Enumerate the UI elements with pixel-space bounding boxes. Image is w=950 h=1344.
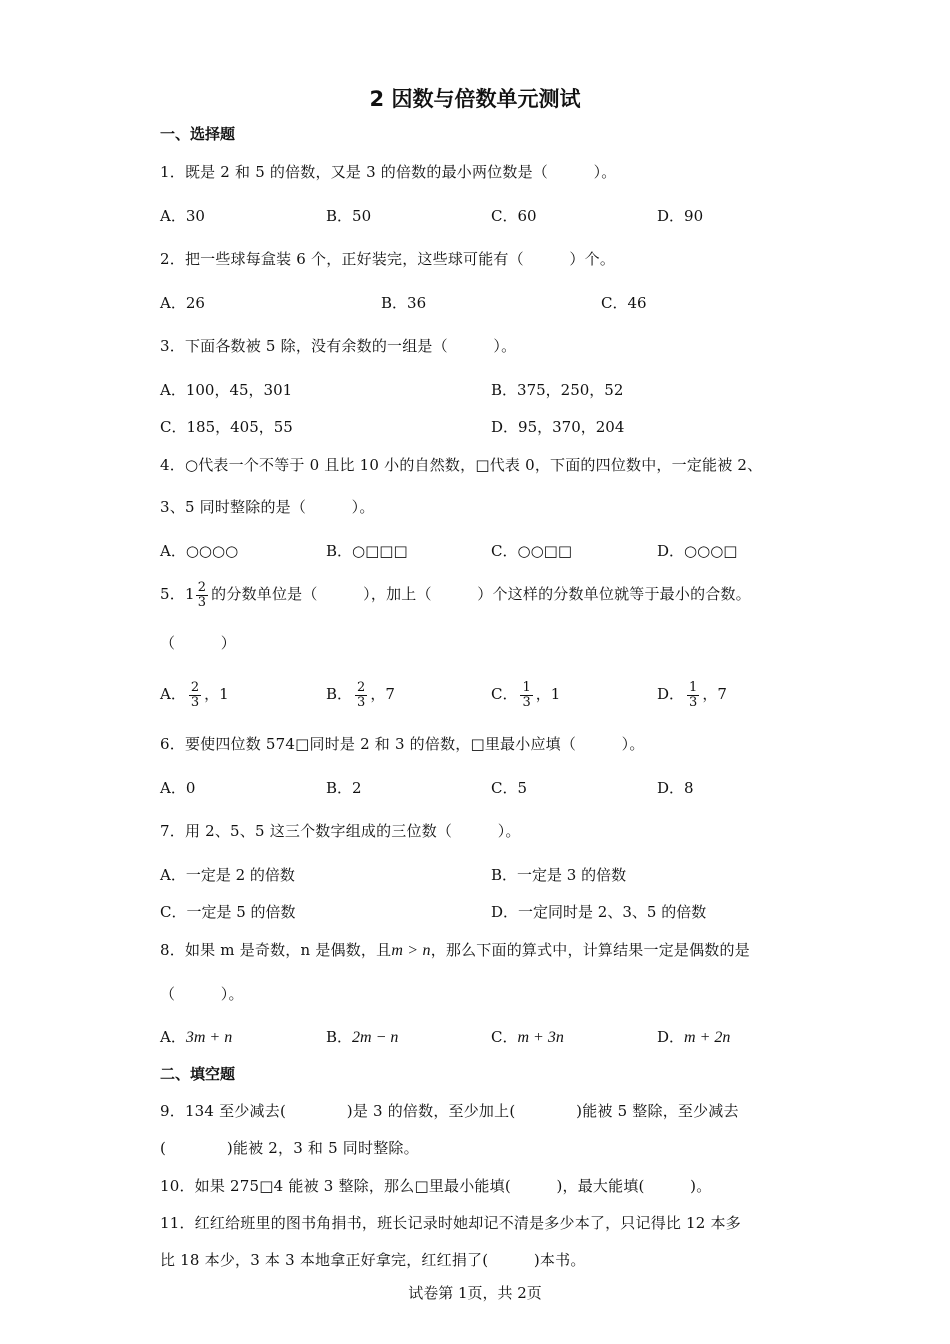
q6-option-d: D．8 bbox=[657, 779, 694, 797]
q8-option-b bbox=[326, 1027, 398, 1048]
q3-option-d: D．95，370，204 bbox=[491, 418, 625, 436]
q2-option-a: A．26 bbox=[160, 294, 205, 312]
question-2: 2．把一些球每盒装 6 个，正好装完，这些球可能有（ ）个。 bbox=[160, 250, 616, 268]
q5-prefix: 5．1 bbox=[160, 585, 195, 603]
fraction-denominator: 3 bbox=[522, 694, 531, 710]
fraction-numerator: 2 bbox=[197, 579, 207, 595]
question-9-line-2: ( )能被 2，3 和 5 同时整除。 bbox=[160, 1139, 419, 1157]
fraction-denominator: 3 bbox=[190, 694, 200, 710]
q4-option-b: B．○□□□ bbox=[326, 542, 408, 560]
q8-option-c bbox=[491, 1027, 564, 1048]
q4-option-d: D．○○○□ bbox=[657, 542, 738, 560]
q4-option-a: A．○○○○ bbox=[160, 542, 239, 560]
q5-option-c bbox=[491, 678, 560, 710]
q1-option-c: C．60 bbox=[491, 207, 537, 225]
q7-option-a: A．一定是 2 的倍数 bbox=[160, 866, 295, 884]
q3-option-c: C．185，405，55 bbox=[160, 418, 293, 436]
q8-option-a bbox=[160, 1027, 232, 1048]
q2-option-c: C．46 bbox=[601, 294, 647, 312]
q5-option-a bbox=[160, 678, 229, 710]
q8-after: ，那么下面的算式中，计算结果一定是偶数的是 bbox=[430, 941, 750, 959]
q5-suffix: 的分数单位是（ ），加上（ ）个这样的分数单位就等于最小的合数。 bbox=[211, 585, 751, 603]
section-heading-choice: 一、选择题 bbox=[160, 125, 236, 143]
option-rest: ，7 bbox=[370, 685, 395, 703]
q1-option-b: B．50 bbox=[326, 207, 372, 225]
question-4-line-2: 3、5 同时整除的是（ ）。 bbox=[160, 498, 375, 516]
question-1: 1．既是 2 和 5 的倍数，又是 3 的倍数的最小两位数是（ ）。 bbox=[160, 163, 617, 181]
option-label: D． bbox=[657, 1028, 685, 1046]
option-fraction bbox=[189, 681, 201, 710]
fraction-denominator: 3 bbox=[357, 694, 366, 710]
question-8-line-2: （ ）。 bbox=[160, 985, 244, 1003]
option-rest: ，7 bbox=[702, 685, 727, 703]
q7-option-d: D．一定同时是 2、3、5 的倍数 bbox=[491, 903, 707, 921]
q5-option-b bbox=[326, 678, 395, 710]
option-label: C． bbox=[491, 1028, 518, 1046]
q8-condition: m > n bbox=[391, 942, 431, 959]
option-label: B． bbox=[326, 685, 353, 703]
option-label: A． bbox=[160, 685, 186, 703]
option-fraction bbox=[520, 681, 532, 710]
page-footer: 试卷第 1页，共 2页 bbox=[408, 1284, 542, 1302]
option-label: A． bbox=[160, 1028, 186, 1046]
page-title: 2 因数与倍数单元测试 bbox=[369, 87, 581, 111]
option-fraction bbox=[687, 681, 699, 710]
option-rest: ，1 bbox=[535, 685, 561, 703]
q6-option-c: C．5 bbox=[491, 779, 528, 797]
question-4-line-1: 4．○代表一个不等于 0 且比 10 小的自然数，□代表 0，下面的四位数中，一定能被 2、 bbox=[160, 456, 763, 474]
fraction-numerator: 1 bbox=[522, 679, 531, 695]
option-label: D． bbox=[657, 685, 685, 703]
q1-option-a: A．30 bbox=[160, 207, 205, 225]
q3-option-b: B．375，250，52 bbox=[491, 381, 624, 399]
option-label: C． bbox=[491, 685, 518, 703]
q1-option-d: D．90 bbox=[657, 207, 704, 225]
fraction-denominator: 3 bbox=[197, 594, 207, 610]
option-label: B． bbox=[326, 1028, 353, 1046]
q2-option-b: B．36 bbox=[381, 294, 427, 312]
question-5-line-1 bbox=[160, 578, 751, 610]
question-9-line-1: 9．134 至少减去( )是 3 的倍数，至少加上( )能被 5 整除，至少减去 bbox=[160, 1102, 739, 1120]
question-6: 6．要使四位数 574□同时是 2 和 3 的倍数，□里最小应填（ ）。 bbox=[160, 735, 645, 753]
q5-option-d bbox=[657, 678, 727, 710]
fraction-numerator: 1 bbox=[689, 679, 698, 695]
q6-option-a: A．0 bbox=[160, 779, 196, 797]
fraction-numerator: 2 bbox=[357, 679, 366, 695]
q3-option-a: A．100，45，301 bbox=[160, 381, 293, 399]
q8-before: 8．如果 m 是奇数，n 是偶数，且 bbox=[160, 941, 392, 959]
question-7: 7．用 2、5、5 这三个数字组成的三位数（ ）。 bbox=[160, 822, 521, 840]
q4-option-c: C．○○□□ bbox=[491, 542, 572, 560]
option-expression: m + 2n bbox=[684, 1029, 731, 1046]
option-expression: m + 3n bbox=[517, 1029, 564, 1046]
question-11-line-1: 11．红红给班里的图书角捐书，班长记录时她却记不清是多少本了，只记得比 12 本多 bbox=[160, 1214, 741, 1232]
question-3: 3．下面各数被 5 除，没有余数的一组是（ ）。 bbox=[160, 337, 517, 355]
option-expression: 3m + n bbox=[185, 1029, 233, 1046]
question-5-line-2: （ ） bbox=[160, 634, 237, 652]
q7-option-b: B．一定是 3 的倍数 bbox=[491, 866, 627, 884]
fraction-denominator: 3 bbox=[689, 694, 698, 710]
question-8-line-1 bbox=[160, 940, 750, 961]
q5-mixed-fraction bbox=[196, 581, 208, 610]
q6-option-b: B．2 bbox=[326, 779, 362, 797]
fraction-numerator: 2 bbox=[190, 679, 200, 695]
section-heading-fill: 二、填空题 bbox=[160, 1065, 236, 1083]
q8-option-d bbox=[657, 1027, 730, 1048]
question-11-line-2: 比 18 本少，3 本 3 本地拿正好拿完，红红捐了( )本书。 bbox=[160, 1251, 586, 1269]
option-expression: 2m − n bbox=[352, 1029, 399, 1046]
option-fraction bbox=[355, 681, 367, 710]
q7-option-c: C．一定是 5 的倍数 bbox=[160, 903, 296, 921]
option-rest: ，1 bbox=[204, 685, 229, 703]
question-10: 10．如果 275□4 能被 3 整除，那么□里最小能填( )，最大能填( )。 bbox=[160, 1177, 712, 1195]
